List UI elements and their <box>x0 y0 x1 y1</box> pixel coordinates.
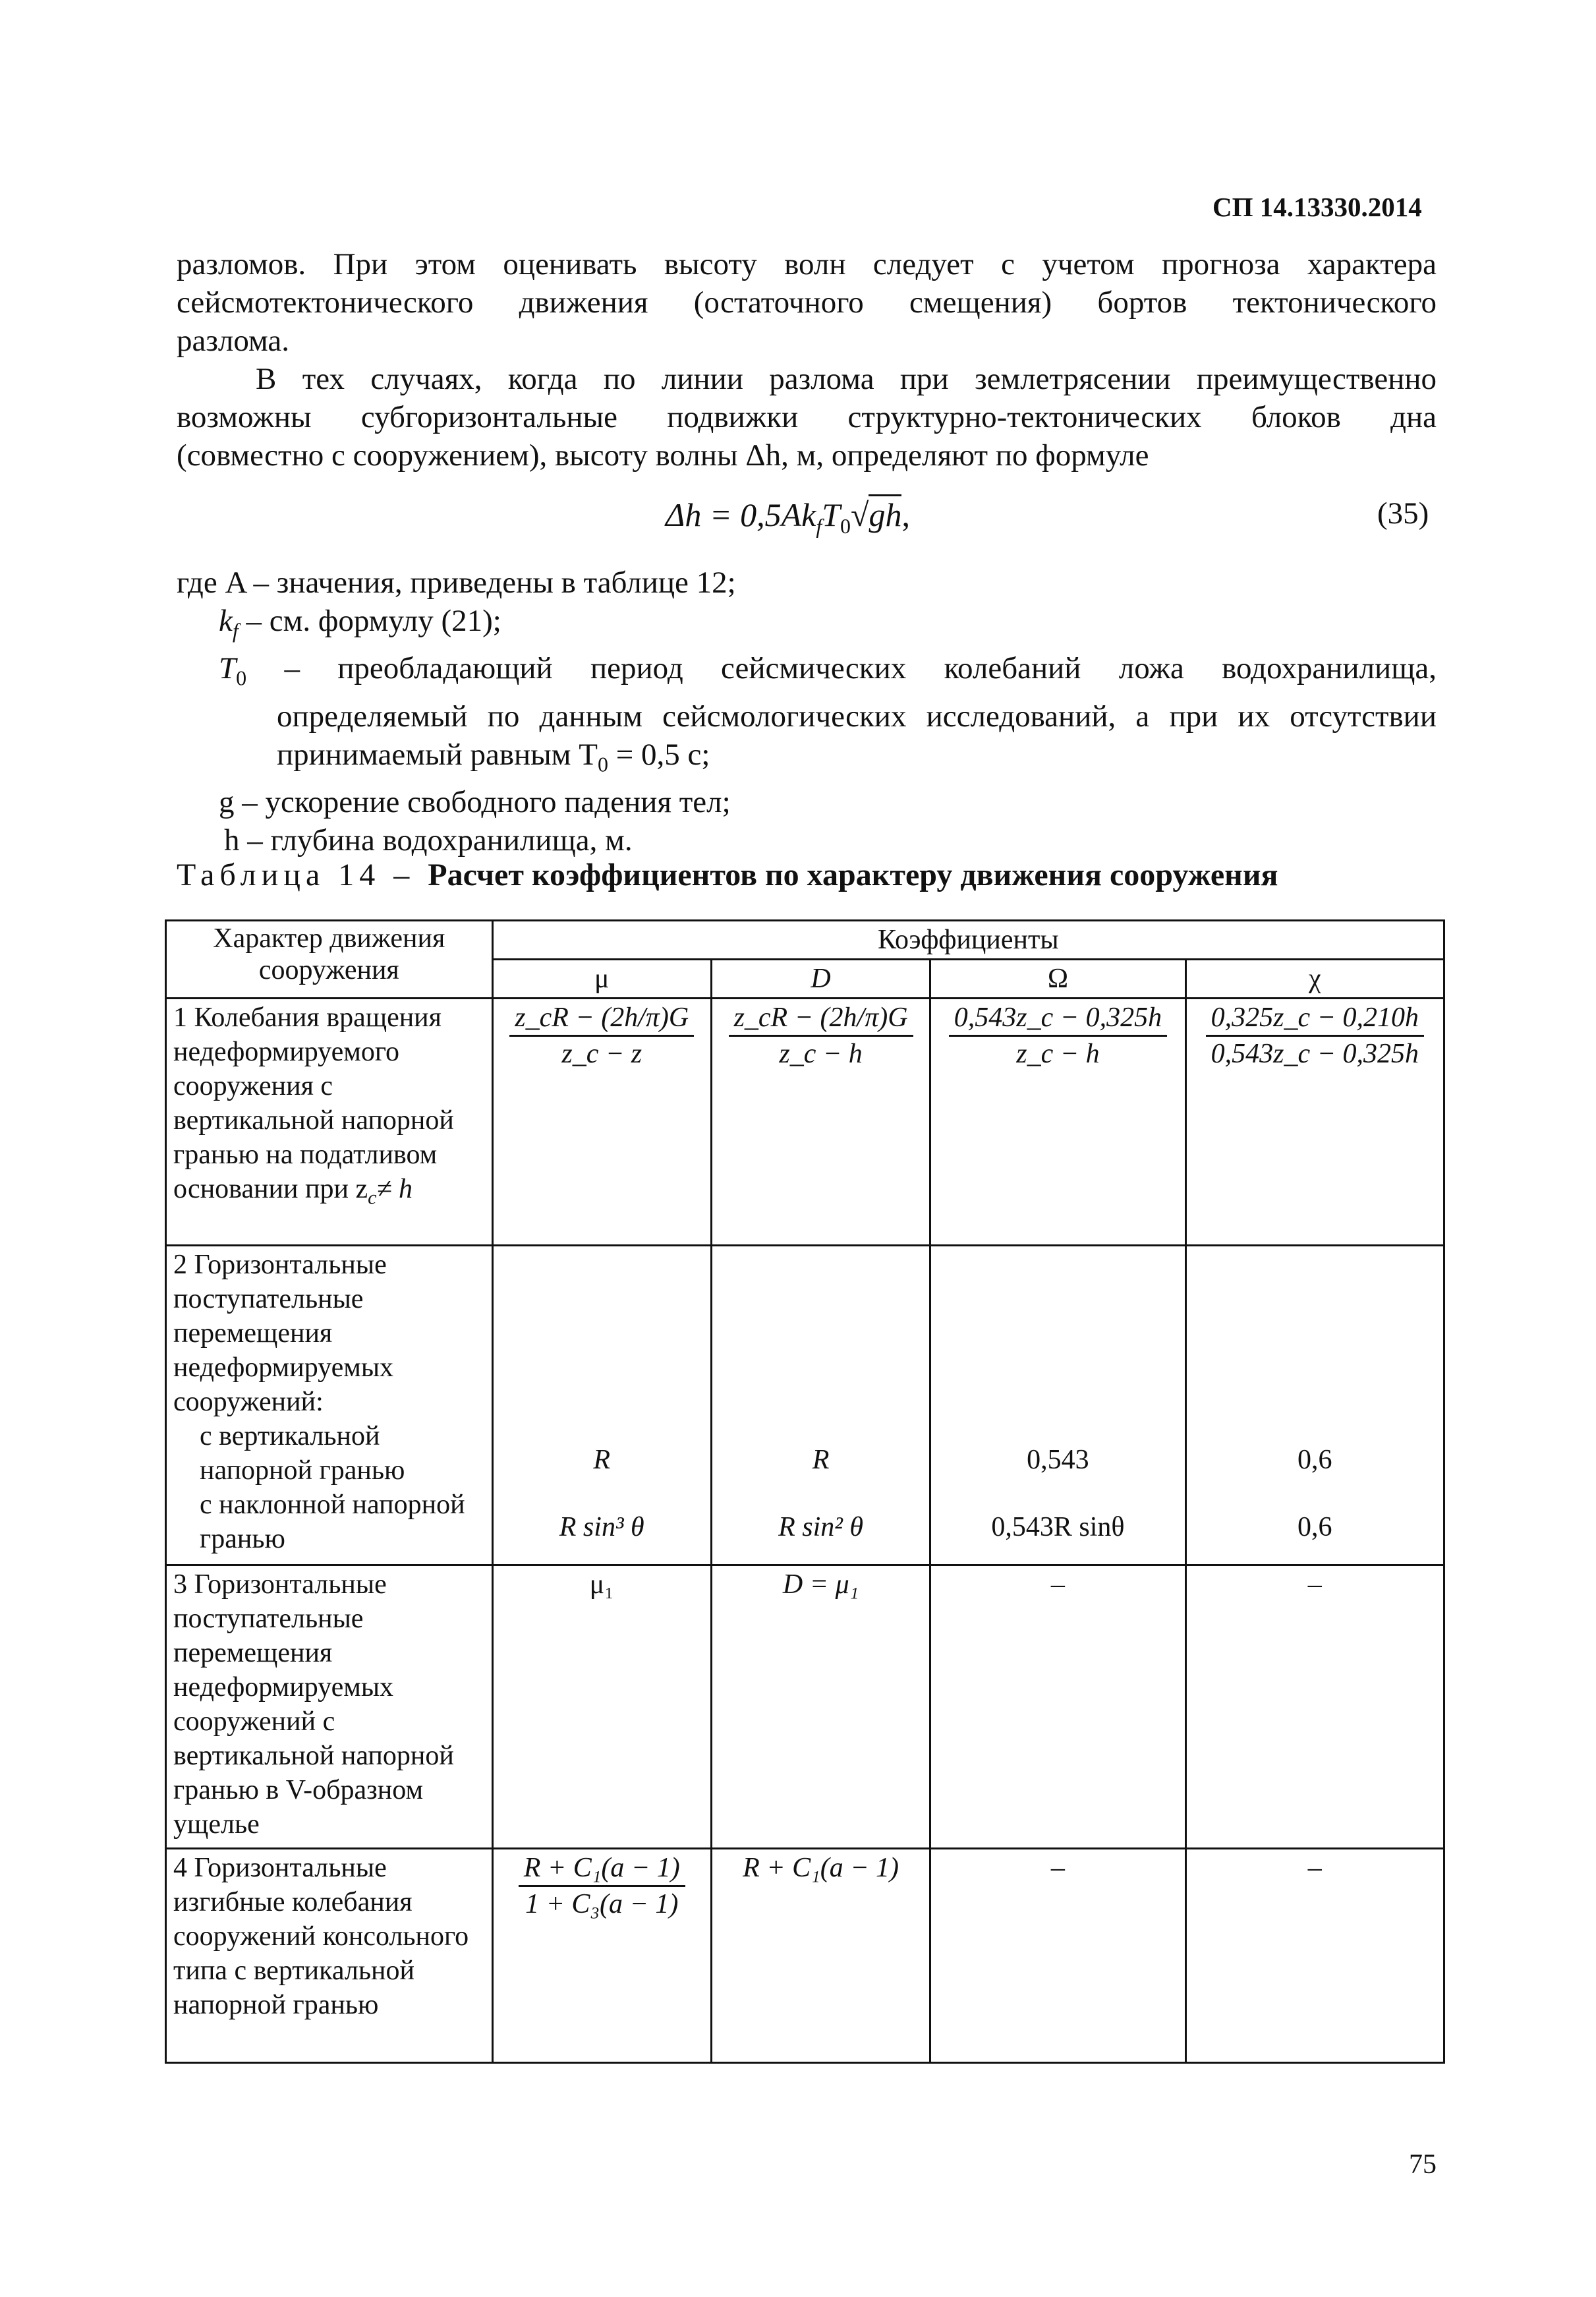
label-tail: ≠ h <box>376 1174 413 1204</box>
value-inclined: 0,543R sinθ <box>991 1512 1125 1542</box>
cell-mu: μ₁ <box>492 1565 711 1849</box>
cell-omega: – <box>930 1849 1185 2063</box>
value-inclined: 0,6 <box>1297 1512 1332 1542</box>
cell-chi: – <box>1185 1849 1444 2063</box>
symbol-sub: f <box>232 618 239 643</box>
value-inclined: R sin² θ <box>778 1512 864 1542</box>
header-D: D <box>711 960 930 999</box>
definition-h: h – глубина водохранилища, м. <box>224 823 633 858</box>
formula-t: T <box>822 496 841 533</box>
cell-D <box>711 1246 930 1565</box>
formula-35 <box>666 496 910 538</box>
definition-text: = 0,5 с; <box>615 737 710 772</box>
cell-D: R + C₁(a − 1) <box>711 1849 930 2063</box>
row-label: 3 Горизонтальные поступательные перемещения недеформируемых сооружений с вертикальной напорной гранью в V-образном ущелье <box>166 1565 493 1849</box>
row-label <box>166 1246 493 1565</box>
denominator: z_c − z <box>561 1039 642 1069</box>
definition-continuation <box>177 736 1437 783</box>
definition-text: – преобладающий период сейсмических колебаний ложа водохранилища, <box>284 651 1437 686</box>
cell-D: D = μ₁ <box>711 1565 930 1849</box>
fraction <box>509 1001 694 1071</box>
numerator: 0,543z_c − 0,325h <box>949 1001 1167 1037</box>
page-number: 75 <box>1409 2149 1437 2180</box>
header-mu: μ <box>492 960 711 999</box>
table-row <box>166 1246 1444 1565</box>
table-caption <box>177 857 1278 893</box>
cell-chi <box>1185 999 1444 1246</box>
definition-g: g – ускорение свободного падения тел; <box>219 785 731 820</box>
fraction <box>519 1851 685 1921</box>
symbol-sub: 0 <box>236 666 247 690</box>
intro-paragraph-1 <box>177 245 1437 360</box>
value-vertical: R <box>812 1445 830 1475</box>
cell-mu <box>492 1849 711 2063</box>
cell-D <box>711 999 930 1246</box>
definition-A: где A – значения, приведены в таблице 12; <box>177 566 736 600</box>
table-row <box>166 1565 1444 1849</box>
caption-prefix: Таблица 14 – <box>177 858 428 892</box>
formula-sub: 0 <box>840 514 851 538</box>
definition-kf <box>177 602 1437 649</box>
cell-omega: – <box>930 1565 1185 1849</box>
intro-paragraph-2 <box>177 360 1437 475</box>
caption-title: Расчет коэффициентов по характеру движения сооружения <box>428 858 1278 892</box>
definition-text: – см. формулу (21); <box>246 604 501 638</box>
label-sub: c <box>368 1186 377 1209</box>
denominator: 1 + C₃(a − 1) <box>525 1889 679 1919</box>
table-header-row <box>166 921 1444 960</box>
cell-chi <box>1185 1246 1444 1565</box>
value-vertical: 0,6 <box>1297 1445 1332 1475</box>
numerator: R + C₁(a − 1) <box>519 1851 685 1887</box>
coefficients-table <box>165 919 1445 2064</box>
definitions-list <box>177 564 1437 859</box>
sqrt-sign: √ <box>851 496 869 533</box>
formula-body: Δh = 0,5Ak <box>666 496 816 533</box>
formula-tail: , <box>901 496 910 533</box>
sub-case-vertical: с вертикальной напорной гранью <box>200 1421 405 1486</box>
formula-radicand: gh <box>869 494 901 533</box>
definition-T0 <box>177 649 1437 697</box>
value-vertical: R <box>593 1445 611 1475</box>
numerator: z_cR − (2h/π)G <box>729 1001 913 1037</box>
cell-omega <box>930 1246 1185 1565</box>
fraction <box>729 1001 913 1071</box>
symbol-sub: 0 <box>597 752 608 776</box>
numerator: 0,325z_c − 0,210h <box>1206 1001 1424 1037</box>
text-line: (совместно с сооружением), высоту волны Δh, м, определяют по формуле <box>177 438 1149 473</box>
cell-mu <box>492 1246 711 1565</box>
fraction <box>949 1001 1167 1071</box>
fraction <box>1206 1001 1424 1071</box>
cell-omega <box>930 999 1185 1246</box>
definition-text: принимаемый равным T <box>277 737 598 772</box>
denominator: 0,543z_c − 0,325h <box>1211 1039 1419 1069</box>
row-label: 4 Горизонтальные изгибные колебания сооружений консольного типа с вертикальной напорной гранью <box>166 1849 493 2063</box>
text-line: сейсмотектонического движения (остаточного смещения) бортов тектонического <box>177 285 1437 320</box>
cell-mu <box>492 999 711 1246</box>
symbol: k <box>219 604 233 638</box>
header-motion-type: Характер движения сооружения <box>166 921 493 999</box>
denominator: z_c − h <box>779 1039 863 1069</box>
numerator: z_cR − (2h/π)G <box>509 1001 694 1037</box>
denominator: z_c − h <box>1016 1039 1100 1069</box>
table-row <box>166 999 1444 1246</box>
header-chi: χ <box>1185 960 1444 999</box>
formula-number: (35) <box>1377 496 1429 531</box>
value-vertical: 0,543 <box>1027 1445 1089 1475</box>
row-label-text: 1 Колебания вращения недеформируемого сооружения с вертикальной напорной гранью на податливом основании при z <box>173 1003 454 1204</box>
definition-continuation: определяемый по данным сейсмологических исследований, а при их отсутствии <box>277 699 1437 734</box>
row-label <box>166 999 493 1246</box>
text-line: возможны субгоризонтальные подвижки структурно-тектонических блоков дна <box>177 400 1437 434</box>
header-omega: Ω <box>930 960 1185 999</box>
row-label-text: 2 Горизонтальные поступательные перемещения недеформируемых сооружений: <box>173 1250 394 1417</box>
value-inclined: R sin³ θ <box>559 1512 644 1542</box>
text-line: разлома. <box>177 324 290 358</box>
text-line: В тех случаях, когда по линии разлома при землетрясении преимущественно <box>256 362 1437 396</box>
header-coefficients: Коэффициенты <box>492 921 1444 960</box>
symbol: T <box>219 651 237 686</box>
sub-case-inclined: с наклонной напорной гранью <box>200 1490 465 1554</box>
document-id: СП 14.13330.2014 <box>1212 192 1422 222</box>
table-row <box>166 1849 1444 2063</box>
cell-chi: – <box>1185 1565 1444 1849</box>
text-line: разломов. При этом оценивать высоту волн следует с учетом прогноза характера <box>177 247 1437 281</box>
formula-sub: f <box>816 514 822 538</box>
